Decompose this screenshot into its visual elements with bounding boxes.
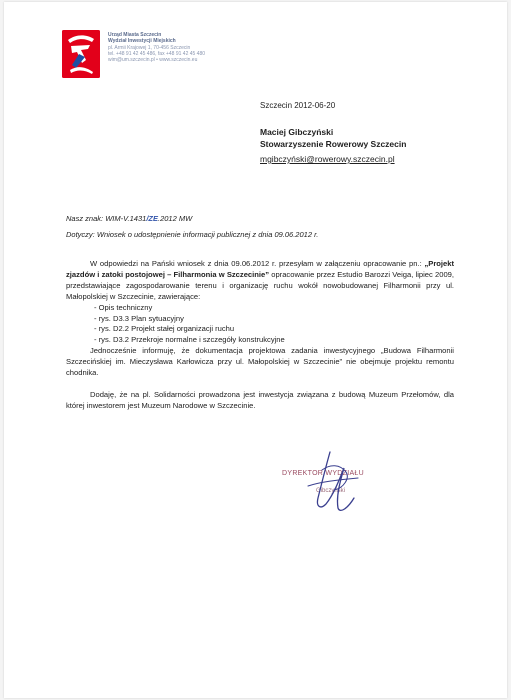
org-email-web: wim@um.szczecin.pl • www.szczecin.eu — [108, 57, 198, 64]
org-phone: tel. +48 91 42 45 486, fax +48 91 42 45 480 — [108, 50, 206, 57]
stamp-title: DYREKTOR WYDZIAŁU — [282, 470, 364, 477]
org-address: pl. Armii Krajowej 1, 70-456 Szczecin — [108, 44, 191, 51]
recipient-email-link[interactable]: mgibczyński@rowerowy.szczecin.pl — [260, 154, 395, 164]
list-item: - Opis techniczny — [94, 303, 454, 314]
handwritten-signature — [300, 448, 370, 520]
subject-line — [66, 230, 318, 239]
recipient-block — [260, 126, 406, 150]
org-name: Urząd Miasta Szczecin — [108, 32, 162, 38]
recipient-name: Maciej Gibczyński — [260, 127, 334, 137]
paragraph-1-intro: W odpowiedzi na Pański wniosek z dnia 09.06.2012 r. przesyłam w załączeniu opracowanie pn.: — [90, 259, 425, 268]
subject-text: Wniosek o udostępnienie informacji publicznej z dnia 09.06.2012 r. — [96, 230, 319, 239]
list-item: - rys. D3.2 Przekroje normalne i szczegóły konstrukcyjne — [94, 335, 454, 346]
reference-label: Nasz znak: — [66, 214, 104, 223]
project-title: „Projekt zjazdów i zatoki postojowej – Filharmonia w Szczecinie” — [66, 259, 454, 279]
recipient-organization: Stowarzyszenie Rowerowy Szczecin — [260, 139, 407, 149]
letter-date: Szczecin 2012-06-20 — [260, 101, 336, 110]
reference-value-post: .2012 MW — [158, 214, 193, 223]
attachment-list — [66, 303, 454, 347]
letter-page — [4, 2, 507, 698]
org-department: Wydział Inwestycji Miejskich — [108, 38, 176, 45]
reference-handwritten-mark: /ZE — [146, 214, 158, 223]
stamp-name: Gibczyński — [316, 488, 346, 494]
letter-body — [66, 259, 454, 412]
szczecin-city-logo — [62, 30, 100, 78]
list-item: - rys. D2.2 Projekt stałej organizacji ruchu — [94, 324, 454, 335]
reference-number — [66, 214, 192, 223]
subject-label: Dotyczy: — [66, 230, 95, 239]
paragraph-1-rest: opracowanie przez Estudio Barozzi Veiga, lipiec 2009, przedstawiające zagospodarowanie terenu i organizację ruchu wokół nowobudowanej Filharmonii przy ul. Małopolskiej w Szczecinie, zawierające: — [66, 269, 455, 301]
institution-header — [108, 32, 248, 63]
paragraph-2: Jednocześnie informuję, że dokumentacja projektowa zadania inwestycyjnego „Budowa Filharmonii Szczecińskiej im. Mieczysława Karłowicza przy ul. Małopolskiej w Szczecinie” nie obejmuje projektu remontu chodnika. — [66, 346, 454, 378]
paragraph-3: Dodaję, że na pl. Solidarności prowadzona jest inwestycja związana z budową Muzeum Przełomów, dla której inwestorem jest Muzeum Narodowe w Szczecinie. — [66, 389, 454, 410]
list-item: - rys. D3.3 Plan sytuacyjny — [94, 314, 454, 325]
paragraph-1 — [66, 259, 454, 303]
reference-value-pre: WIM-V.1431 — [105, 214, 147, 223]
